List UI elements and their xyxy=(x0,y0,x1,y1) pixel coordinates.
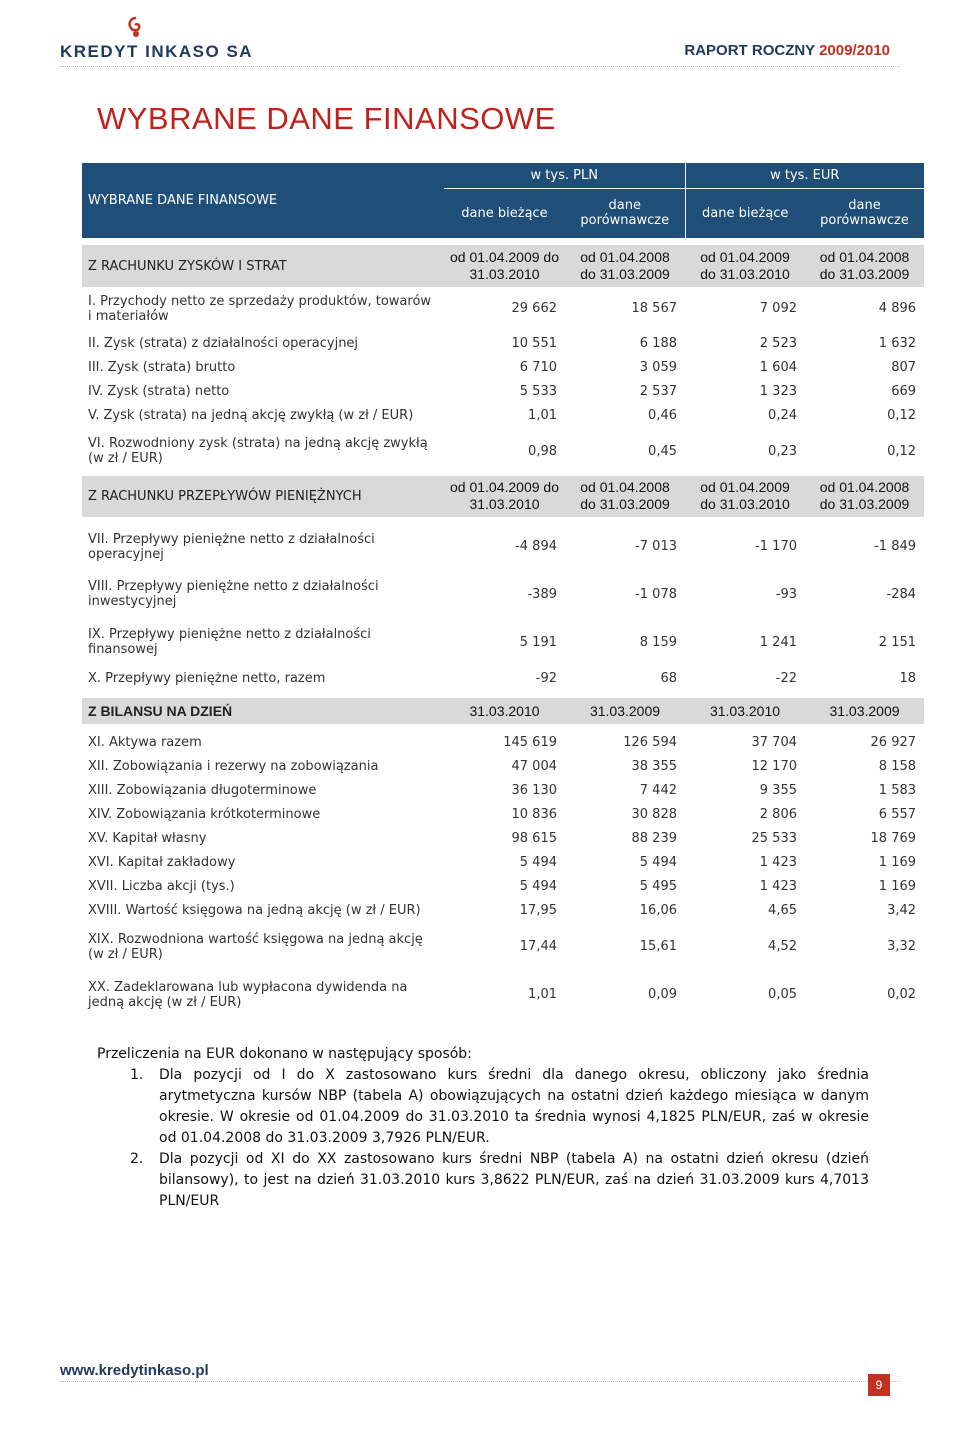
row-value: 5 494 xyxy=(444,875,565,899)
section-period: od 01.04.2009 do 31.03.2010 xyxy=(685,475,805,517)
financial-data-table xyxy=(82,163,924,1019)
row-label: XV. Kapitał własny xyxy=(82,827,444,851)
section-period: od 01.04.2008 do 31.03.2009 xyxy=(565,245,685,287)
row-value: 2 151 xyxy=(805,618,924,666)
row-value: 1 241 xyxy=(685,618,805,666)
spacer-cell xyxy=(82,517,924,524)
row-value: -1 170 xyxy=(685,524,805,570)
notes-intro: Przeliczenia na EUR dokonano w następujący sposób: xyxy=(97,1046,472,1062)
note-number: 2. xyxy=(130,1151,144,1167)
row-value: 8 158 xyxy=(805,755,924,779)
footer-divider xyxy=(60,1381,900,1382)
row-value: 1,01 xyxy=(444,971,565,1019)
row-value: 37 704 xyxy=(685,731,805,755)
row-value: -93 xyxy=(685,570,805,618)
row-value: 145 619 xyxy=(444,731,565,755)
section-period: od 01.04.2008 do 31.03.2009 xyxy=(805,245,924,287)
row-value: 15,61 xyxy=(565,923,685,971)
section-label: Z BILANSU NA DZIEŃ xyxy=(82,698,444,724)
row-value: 6 710 xyxy=(444,355,565,379)
row-value: 17,44 xyxy=(444,923,565,971)
section-date: 31.03.2010 xyxy=(444,698,565,724)
table-row xyxy=(82,379,924,403)
note-number: 1. xyxy=(130,1067,144,1083)
section-balance-sheet xyxy=(82,698,924,724)
row-label: VI. Rozwodniony zysk (strata) na jedną akcję zwykłą (w zł / EUR) xyxy=(82,427,444,475)
table-row xyxy=(82,875,924,899)
row-label: XVIII. Wartość księgowa na jedną akcję (w zł / EUR) xyxy=(82,899,444,923)
row-value: 7 092 xyxy=(685,287,805,331)
row-value: 10 551 xyxy=(444,331,565,355)
table-row xyxy=(82,923,924,971)
report-prefix: RAPORT ROCZNY xyxy=(684,42,820,59)
row-label: XIII. Zobowiązania długoterminowe xyxy=(82,779,444,803)
row-value: 1 604 xyxy=(685,355,805,379)
row-value: 1 169 xyxy=(805,851,924,875)
row-value: 9 355 xyxy=(685,779,805,803)
row-value: 4,52 xyxy=(685,923,805,971)
note-item xyxy=(97,1065,869,1149)
section-date: 31.03.2009 xyxy=(565,698,685,724)
row-value: 1 169 xyxy=(805,875,924,899)
row-value: 7 442 xyxy=(565,779,685,803)
row-value: 36 130 xyxy=(444,779,565,803)
row-value: 2 806 xyxy=(685,803,805,827)
row-value: 88 239 xyxy=(565,827,685,851)
row-label: IV. Zysk (strata) netto xyxy=(82,379,444,403)
section-date: 31.03.2009 xyxy=(805,698,924,724)
row-value: 26 927 xyxy=(805,731,924,755)
table-row xyxy=(82,971,924,1019)
row-label: VIII. Przepływy pieniężne netto z działalności inwestycyjnej xyxy=(82,570,444,618)
row-value: 5 494 xyxy=(565,851,685,875)
row-value: 47 004 xyxy=(444,755,565,779)
spacer-row xyxy=(82,238,924,245)
header-divider xyxy=(60,66,900,67)
row-value: 2 523 xyxy=(685,331,805,355)
row-value: 4 896 xyxy=(805,287,924,331)
spacer-cell xyxy=(82,690,924,698)
table-row xyxy=(82,287,924,331)
row-label: IX. Przepływy pieniężne netto z działalności finansowej xyxy=(82,618,444,666)
note-text: Dla pozycji od I do X zastosowano kurs średni dla danego okresu, obliczony jako średnia arytmetyczna kursów NBP (tabela A) obowiązujących na ostatni dzień każdego miesiąca w danym okresie. W okresie od 01.04.2009 do 31.03.2010 ta średnia wynosi 4,1825 PLN/EUR, zaś w okresie od 01.04.2008 do 31.03.2009 3,7926 PLN/EUR. xyxy=(159,1067,869,1146)
row-value: -1 849 xyxy=(805,524,924,570)
row-label: X. Przepływy pieniężne netto, razem xyxy=(82,666,444,690)
row-value: 1 583 xyxy=(805,779,924,803)
row-value: 1 423 xyxy=(685,851,805,875)
table-row xyxy=(82,666,924,690)
row-label: XVI. Kapitał zakładowy xyxy=(82,851,444,875)
row-label: XI. Aktywa razem xyxy=(82,731,444,755)
row-value: 25 533 xyxy=(685,827,805,851)
section-period: od 01.04.2009 do 31.03.2010 xyxy=(444,475,565,517)
website-link[interactable]: www.kredytinkaso.pl xyxy=(60,1362,209,1379)
row-value: 98 615 xyxy=(444,827,565,851)
row-value: 1 423 xyxy=(685,875,805,899)
row-value: 1,01 xyxy=(444,403,565,427)
row-value: 0,12 xyxy=(805,427,924,475)
row-value: 12 170 xyxy=(685,755,805,779)
row-value: 0,09 xyxy=(565,971,685,1019)
table-row xyxy=(82,851,924,875)
row-value: -92 xyxy=(444,666,565,690)
row-value: 0,05 xyxy=(685,971,805,1019)
row-value: 16,06 xyxy=(565,899,685,923)
table-row xyxy=(82,331,924,355)
group-eur: w tys. EUR xyxy=(685,163,924,188)
section-date: 31.03.2010 xyxy=(685,698,805,724)
row-value: 29 662 xyxy=(444,287,565,331)
row-label: XIX. Rozwodniona wartość księgowa na jedną akcję (w zł / EUR) xyxy=(82,923,444,971)
row-value: 6 188 xyxy=(565,331,685,355)
row-label: XIV. Zobowiązania krótkoterminowe xyxy=(82,803,444,827)
row-value: 1 632 xyxy=(805,331,924,355)
row-value: 126 594 xyxy=(565,731,685,755)
row-label: III. Zysk (strata) brutto xyxy=(82,355,444,379)
section-period: od 01.04.2009 do 31.03.2010 xyxy=(685,245,805,287)
row-value: 3 059 xyxy=(565,355,685,379)
table-title: WYBRANE DANE FINANSOWE xyxy=(82,163,444,238)
col-compare: dane porównawcze xyxy=(565,188,685,238)
spacer-row xyxy=(82,517,924,524)
row-label: I. Przychody netto ze sprzedaży produktów, towarów i materiałów xyxy=(82,287,444,331)
spacer-row xyxy=(82,690,924,698)
table-row xyxy=(82,731,924,755)
row-value: 5 191 xyxy=(444,618,565,666)
row-value: 18 xyxy=(805,666,924,690)
row-value: -4 894 xyxy=(444,524,565,570)
table-row xyxy=(82,524,924,570)
row-value: 3,32 xyxy=(805,923,924,971)
col-current-eur: dane bieżące xyxy=(685,188,805,238)
row-label: XVII. Liczba akcji (tys.) xyxy=(82,875,444,899)
report-title xyxy=(684,42,890,59)
row-value: 10 836 xyxy=(444,803,565,827)
col-current: dane bieżące xyxy=(444,188,565,238)
row-value: -284 xyxy=(805,570,924,618)
table-row xyxy=(82,427,924,475)
row-value: 17,95 xyxy=(444,899,565,923)
conversion-notes xyxy=(97,1044,869,1212)
company-name: KREDYT INKASO SA xyxy=(60,42,254,61)
section-period: od 01.04.2008 do 31.03.2009 xyxy=(805,475,924,517)
spacer-cell xyxy=(82,724,924,731)
section-label: Z RACHUNKU ZYSKÓW I STRAT xyxy=(82,245,444,287)
table-row xyxy=(82,779,924,803)
section-period: od 01.04.2008 do 31.03.2009 xyxy=(565,475,685,517)
row-label: VII. Przepływy pieniężne netto z działalności operacyjnej xyxy=(82,524,444,570)
table-row xyxy=(82,570,924,618)
col-compare-eur: dane porównawcze xyxy=(805,188,924,238)
row-value: 0,12 xyxy=(805,403,924,427)
row-value: 3,42 xyxy=(805,899,924,923)
row-value: -7 013 xyxy=(565,524,685,570)
section-label: Z RACHUNKU PRZEPŁYWÓW PIENIĘŻNYCH xyxy=(82,475,444,517)
row-value: 4,65 xyxy=(685,899,805,923)
row-label: XX. Zadeklarowana lub wypłacona dywidenda na jedną akcję (w zł / EUR) xyxy=(82,971,444,1019)
company-logo xyxy=(60,16,254,66)
row-value: 0,98 xyxy=(444,427,565,475)
row-value: 8 159 xyxy=(565,618,685,666)
row-value: 5 495 xyxy=(565,875,685,899)
spacer-row xyxy=(82,724,924,731)
row-value: 38 355 xyxy=(565,755,685,779)
table-row xyxy=(82,355,924,379)
row-label: II. Zysk (strata) z działalności operacyjnej xyxy=(82,331,444,355)
notes-list xyxy=(97,1065,869,1212)
row-value: 5 533 xyxy=(444,379,565,403)
row-value: 2 537 xyxy=(565,379,685,403)
row-value: 18 769 xyxy=(805,827,924,851)
row-value: 0,23 xyxy=(685,427,805,475)
table-row xyxy=(82,403,924,427)
row-value: -1 078 xyxy=(565,570,685,618)
page-title: WYBRANE DANE FINANSOWE xyxy=(97,101,556,136)
note-item xyxy=(97,1149,869,1212)
section-cash-flow xyxy=(82,475,924,517)
table-row xyxy=(82,827,924,851)
row-value: 1 323 xyxy=(685,379,805,403)
row-value: -389 xyxy=(444,570,565,618)
spacer-cell xyxy=(82,238,924,245)
row-label: XII. Zobowiązania i rezerwy na zobowiązania xyxy=(82,755,444,779)
group-pln: w tys. PLN xyxy=(444,163,685,188)
row-value: 30 828 xyxy=(565,803,685,827)
row-value: 6 557 xyxy=(805,803,924,827)
row-value: 0,24 xyxy=(685,403,805,427)
row-value: 669 xyxy=(805,379,924,403)
page-header xyxy=(0,0,960,80)
page-number: 9 xyxy=(868,1374,890,1396)
logo-swirl-icon xyxy=(126,16,146,40)
table-row xyxy=(82,755,924,779)
note-text: Dla pozycji od XI do XX zastosowano kurs średni NBP (tabela A) na ostatni dzień okresu (dzień bilansowy), to jest na dzień 31.03.2010 kurs 3,8622 PLN/EUR, zaś na dzień 31.03.2009 kurs 4,7013 PLN/EUR xyxy=(159,1151,869,1209)
row-value: 68 xyxy=(565,666,685,690)
row-label: V. Zysk (strata) na jedną akcję zwykłą (w zł / EUR) xyxy=(82,403,444,427)
row-value: 0,46 xyxy=(565,403,685,427)
row-value: 0,02 xyxy=(805,971,924,1019)
row-value: -22 xyxy=(685,666,805,690)
table-row xyxy=(82,803,924,827)
row-value: 0,45 xyxy=(565,427,685,475)
table-row xyxy=(82,618,924,666)
table-row xyxy=(82,899,924,923)
row-value: 18 567 xyxy=(565,287,685,331)
row-value: 5 494 xyxy=(444,851,565,875)
table-header-row xyxy=(82,163,924,188)
section-period: od 01.04.2009 do 31.03.2010 xyxy=(444,245,565,287)
row-value: 807 xyxy=(805,355,924,379)
section-income-statement xyxy=(82,245,924,287)
report-year: 2009/2010 xyxy=(819,42,890,59)
